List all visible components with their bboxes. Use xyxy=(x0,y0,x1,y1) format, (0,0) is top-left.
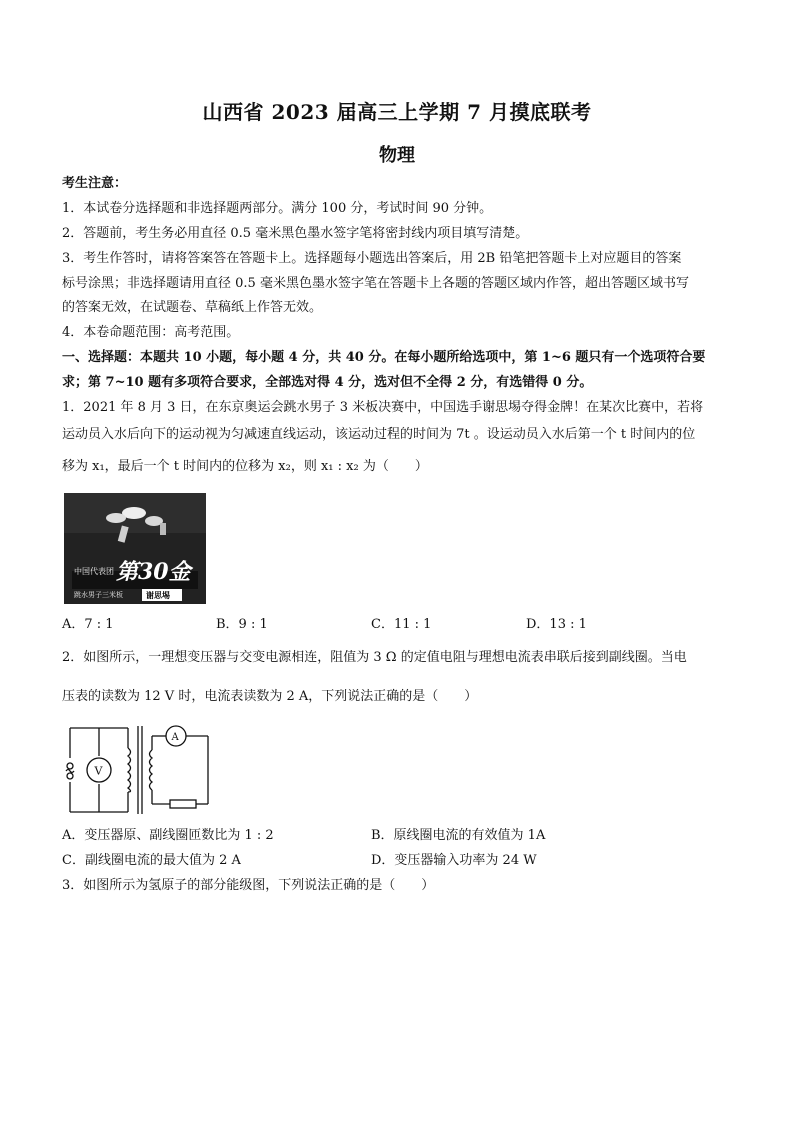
photo-name-tag: 谢思埸 xyxy=(146,590,170,600)
diver-figure xyxy=(64,493,206,604)
q2-option-b: B．原线圈电流的有效值为 1A xyxy=(371,828,546,843)
notice-item-3-end: 的答案无效，在试题卷、草稿纸上作答无效。 xyxy=(62,300,323,315)
q1-option-a: A．7 : 1 xyxy=(62,617,114,632)
q1-text-2: 运动员入水后向下的运动视为匀减速直线运动，该运动过程的时间为 7t 。设运动员入水后第一个 t 时间内的位 xyxy=(62,427,696,442)
notice-item-3-cont: 标号涂黑；非选择题请用直径 0.5 毫米黑色墨水签字笔在答题卡上各题的答题区域内作答，超出答题区域书写 xyxy=(62,276,689,291)
q2-text-2: 压表的读数为 12 V 时，电流表读数为 2 A，下列说法正确的是（ ） xyxy=(62,689,478,704)
voltmeter-label: V xyxy=(94,764,103,778)
notice-item-2: 2．答题前，考生务必用直径 0.5 毫米黑色墨水签字笔将密封线内项目填写清楚。 xyxy=(62,226,529,241)
subject-title: 物理 xyxy=(379,145,415,166)
photo-caption-left: 中国代表团 xyxy=(74,567,114,576)
q1-option-b: B．9 : 1 xyxy=(216,617,268,632)
q1-text-3: 移为 x₁，最后一个 t 时间内的位移为 x₂，则 x₁ : x₂ 为（ ） xyxy=(62,459,428,474)
q2-option-d: D．变压器输入功率为 24 W xyxy=(371,853,537,868)
photo-caption-bottom: 跳水男子三米板 xyxy=(74,591,123,599)
diving-photo xyxy=(64,493,206,604)
q1-option-d: D．13 : 1 xyxy=(526,617,587,632)
ammeter-label: A xyxy=(171,732,179,743)
section1-instructions-2: 求；第 7~10 题有多项符合要求，全部选对得 4 分，选对但不全得 2 分，有选错得 0 分。 xyxy=(62,375,593,390)
section1-instructions-1: 一、选择题：本题共 10 小题，每小题 4 分，共 40 分。在每小题所给选项中，第 1~6 题只有一个选项符合要 xyxy=(62,350,706,365)
notice-heading: 考生注意： xyxy=(62,176,128,191)
q2-text-1: 2．如图所示，一理想变压器与交变电源相连，阻值为 3 Ω 的定值电阻与理想电流表串联后接到副线圈。当电 xyxy=(62,650,687,665)
notice-item-4: 4．本卷命题范围：高考范围。 xyxy=(62,325,240,340)
exam-title: 山西省 2023 届高三上学期 7 月摸底联考 xyxy=(202,100,592,124)
notice-item-1: 1．本试卷分选择题和非选择题两部分。满分 100 分，考试时间 90 分钟。 xyxy=(62,201,493,216)
q2-option-a: A．变压器原、副线圈匝数比为 1 : 2 xyxy=(62,828,274,843)
q1-text-1: 1．2021 年 8 月 3 日，在东京奥运会跳水男子 3 米板决赛中，中国选手谢思埸夺得金牌！在某次比赛中，若将 xyxy=(62,400,704,415)
q3-text-1: 3．如图所示为氢原子的部分能级图，下列说法正确的是（ ） xyxy=(62,878,435,893)
notice-item-3: 3．考生作答时，请将答案答在答题卡上。选择题每小题选出答案后，用 2B 铅笔把答题卡上对应题目的答案 xyxy=(62,251,682,266)
q2-option-c: C．副线圈电流的最大值为 2 A xyxy=(62,853,241,868)
photo-caption-big: 第30金 xyxy=(116,559,191,585)
q1-option-c: C．11 : 1 xyxy=(371,617,432,632)
transformer-circuit-diagram xyxy=(62,722,214,820)
